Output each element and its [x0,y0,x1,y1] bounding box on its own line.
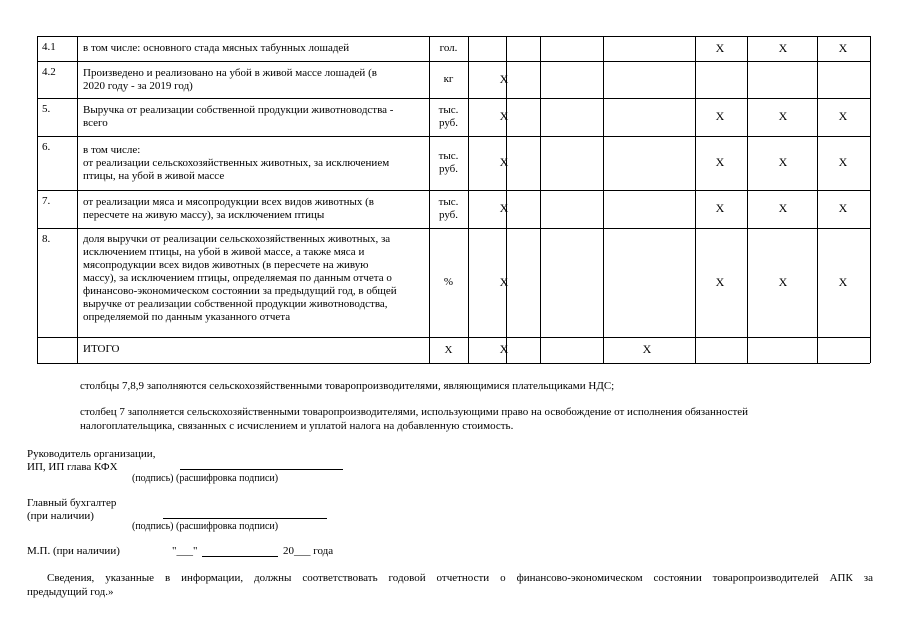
row-unit [427,196,470,222]
note-column-7-line1: столбец 7 заполняется сельскохозяйственными товаропроизводителями, использующими право на освобождение от исполнения обязанностей [80,406,749,418]
table-hline [37,36,870,37]
x-mark: X [838,275,848,289]
head-label-line1: Руководитель организации, [27,448,156,460]
table-hline [37,190,870,191]
row-name-line: Выручка от реализации собственной продукции животноводства - [83,104,394,116]
table-hline [37,363,870,364]
row-number: 4.2 [42,66,56,78]
x-mark: X [778,109,788,123]
head-label-line2: ИП, ИП глава КФХ [27,461,118,473]
row-name-line: пересчете на живую массу), за исключением птицы [83,209,325,221]
x-mark: X [715,109,725,123]
row-name [83,196,418,222]
row-number: 4.1 [42,41,56,53]
row-unit [427,104,470,130]
data-table [37,36,870,363]
row-name-line: мясопродукции всех видов животных (в пересчете на живую [83,259,369,271]
row-number: 6. [42,141,51,153]
row-unit-line: X [444,344,453,356]
x-mark: X [642,342,652,356]
row-number: 8. [42,233,51,245]
row-unit-line: тыс. [438,196,459,208]
table-vline [695,36,696,363]
row-name-line: определяемой по данным указанного отчета [83,311,291,323]
x-mark: X [715,201,725,215]
row-unit [427,276,470,289]
row-unit-line: руб. [438,209,459,221]
row-name-line: в том числе: [83,144,141,156]
x-mark: X [499,201,509,215]
table-vline [747,36,748,363]
table-hline [37,98,870,99]
x-mark: X [838,155,848,169]
row-name-line: от реализации мяса и мясопродукции всех видов животных (в [83,196,374,208]
footer-line1: Сведения, указанные в информации, должны соответствовать годовой отчетности о финансово-экономическом состоянии товаропроизводителей АПК за [47,572,873,584]
date-day: "___" [172,545,198,557]
x-mark: X [778,275,788,289]
x-mark: X [778,201,788,215]
table-hline [37,136,870,137]
accountant-signature-line [163,518,327,519]
x-mark: X [838,201,848,215]
row-name [83,42,418,55]
note-column-7-line2: налогоплательщика, связанных с исчислением и уплатой налога на добавленную стоимость. [80,420,514,432]
accountant-signature-caption: (подпись) (расшифровка подписи) [132,521,279,532]
x-mark: X [499,342,509,356]
note-columns-789: столбцы 7,8,9 заполняются сельскохозяйственными товаропроизводителями, являющимися плательщиками НДС; [80,380,615,392]
row-name [83,343,418,356]
x-mark: X [838,109,848,123]
x-mark: X [499,72,509,86]
x-mark: X [778,155,788,169]
x-mark: X [715,155,725,169]
row-name-line: ИТОГО [83,343,120,355]
head-signature-line [180,469,343,470]
row-name-line: от реализации сельскохозяйственных животных, за исключением [83,157,390,169]
row-number: 5. [42,103,51,115]
x-mark: X [499,275,509,289]
row-unit-line: гол. [439,42,458,54]
table-vline [870,36,871,363]
row-unit-line: руб. [438,117,459,129]
x-mark: X [715,275,725,289]
row-number: 7. [42,195,51,207]
stamp-label: М.П. (при наличии) [27,545,120,557]
row-name-line: финансово-экономическом состоянии за предыдущий год, в общей [83,285,397,297]
date-year: 20___ года [283,545,334,557]
table-hline [37,337,870,338]
row-unit [427,73,470,86]
table-vline [817,36,818,363]
row-name [83,104,418,130]
accountant-label-line2: (при наличии) [27,510,94,522]
date-month-line [202,556,278,557]
row-unit [427,344,470,357]
row-name-line: выручке от реализации собственной продукции животноводства, [83,298,388,310]
footer-line2: предыдущий год.» [27,586,114,598]
row-name-line: массу), за исключением птицы, определяемая по данным отчета о [83,272,392,284]
row-name-line: 2020 году - за 2019 год) [83,80,193,92]
x-mark: X [778,41,788,55]
row-unit-line: % [443,276,454,288]
row-name-line: исключением птицы, на убой в живой массе, а также мяса и [83,246,365,258]
row-unit-line: руб. [438,163,459,175]
row-unit-line: тыс. [438,150,459,162]
x-mark: X [499,109,509,123]
row-name [83,144,418,183]
row-name-line: всего [83,117,108,129]
table-hline [37,228,870,229]
accountant-label-line1: Главный бухгалтер [27,497,117,509]
table-vline [603,36,604,363]
table-vline [37,36,38,363]
row-name [83,67,418,93]
row-name-line: птицы, на убой в живой массе [83,170,225,182]
table-hline [37,61,870,62]
row-unit-line: кг [443,73,454,85]
row-name-line: Произведено и реализовано на убой в живой массе лошадей (в [83,67,377,79]
row-name-line: доля выручки от реализации сельскохозяйственных животных, за [83,233,391,245]
row-name [83,233,418,324]
x-mark: X [715,41,725,55]
head-signature-caption: (подпись) (расшифровка подписи) [132,473,279,484]
row-unit [427,150,470,176]
row-unit-line: тыс. [438,104,459,116]
row-name-line: в том числе: основного стада мясных табунных лошадей [83,42,350,54]
row-unit [427,42,470,55]
table-vline [540,36,541,363]
x-mark: X [499,155,509,169]
x-mark: X [838,41,848,55]
table-vline [77,36,78,363]
